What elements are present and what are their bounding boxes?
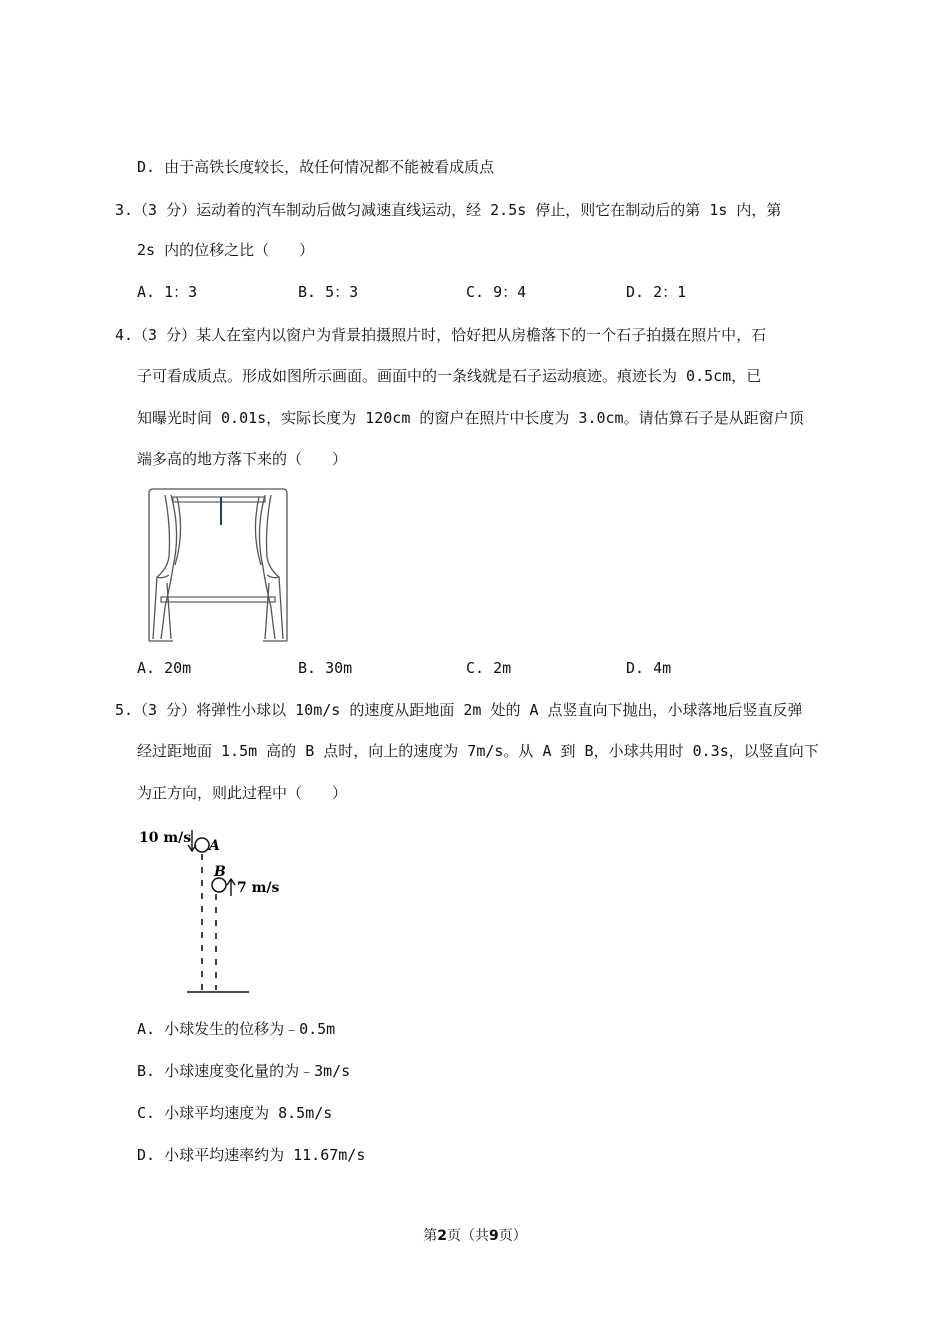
q5-stem-line1: 5.（3 分）将弹性小球以 10m/s 的速度从距地面 2m 处的 A 点竖直向下抛出，小球落地后竖直反弹 [115, 701, 803, 719]
v2-label: 7 m/s [237, 880, 280, 896]
q4-option-a: A. 20m [137, 659, 192, 677]
q3-option-a: A. 1：3 [137, 283, 198, 301]
footer-page-number: 2 [437, 1228, 447, 1244]
q3-stem-line1: 3.（3 分）运动着的汽车制动后做匀减速直线运动，经 2.5s 停止，则它在制动后的第 1s 内，第 [115, 201, 782, 219]
page-footer [0, 1226, 950, 1246]
q4-option-d: D. 4m [626, 659, 672, 677]
q5-stem-line2: 经过距地面 1.5m 高的 B 点时，向上的速度为 7m/s。从 A 到 B，小球共用时 0.3s，以竖直向下 [137, 742, 819, 760]
q4-stem-line3: 知曝光时间 0.01s，实际长度为 120cm 的窗户在照片中长度为 3.0cm。请估算石子是从距窗户顶 [137, 409, 804, 427]
q3-stem-line2: 2s 内的位移之比（ ） [137, 241, 315, 259]
label-a: A [209, 838, 220, 854]
q2-option-d: D. 由于高铁长度较长，故任何情况都不能被看成质点 [137, 158, 495, 176]
q4-option-b: B. 30m [298, 659, 353, 677]
q4-stem-line1: 4.（3 分）某人在室内以窗户为背景拍摄照片时，恰好把从房檐落下的一个石子拍摄在照片中，石 [115, 326, 767, 344]
q3-option-b: B. 5：3 [298, 283, 359, 301]
ball-b-icon [212, 878, 226, 892]
q4-stem-line4: 端多高的地方落下来的（ ） [137, 450, 348, 468]
window-curtain-figure [143, 487, 293, 645]
q4-option-c: C. 2m [466, 659, 512, 677]
ball-motion-figure [135, 822, 280, 998]
q5-option-c: C. 小球平均速度为 8.5m/s [137, 1104, 333, 1122]
v1-label: 10 m/s [139, 830, 192, 846]
label-b: B [214, 864, 226, 880]
q5-option-b: B. 小球速度变化量的为﹣3m/s [137, 1062, 351, 1080]
footer-prefix: 第 [423, 1228, 438, 1244]
q5-option-a: A. 小球发生的位移为﹣0.5m [137, 1020, 336, 1038]
footer-total-pages: 9 [489, 1228, 499, 1244]
q4-stem-line2: 子可看成质点。形成如图所示画面。画面中的一条线就是石子运动痕迹。痕迹长为 0.5cm，已 [137, 367, 762, 385]
footer-suffix: 页） [498, 1228, 527, 1244]
q5-option-d: D. 小球平均速率约为 11.67m/s [137, 1146, 366, 1164]
q3-option-d: D. 2：1 [626, 283, 687, 301]
q5-stem-line3: 为正方向，则此过程中（ ） [137, 784, 348, 802]
q3-option-c: C. 9：4 [466, 283, 527, 301]
ball-a-icon [195, 838, 209, 852]
footer-middle: 页（共 [447, 1228, 489, 1244]
